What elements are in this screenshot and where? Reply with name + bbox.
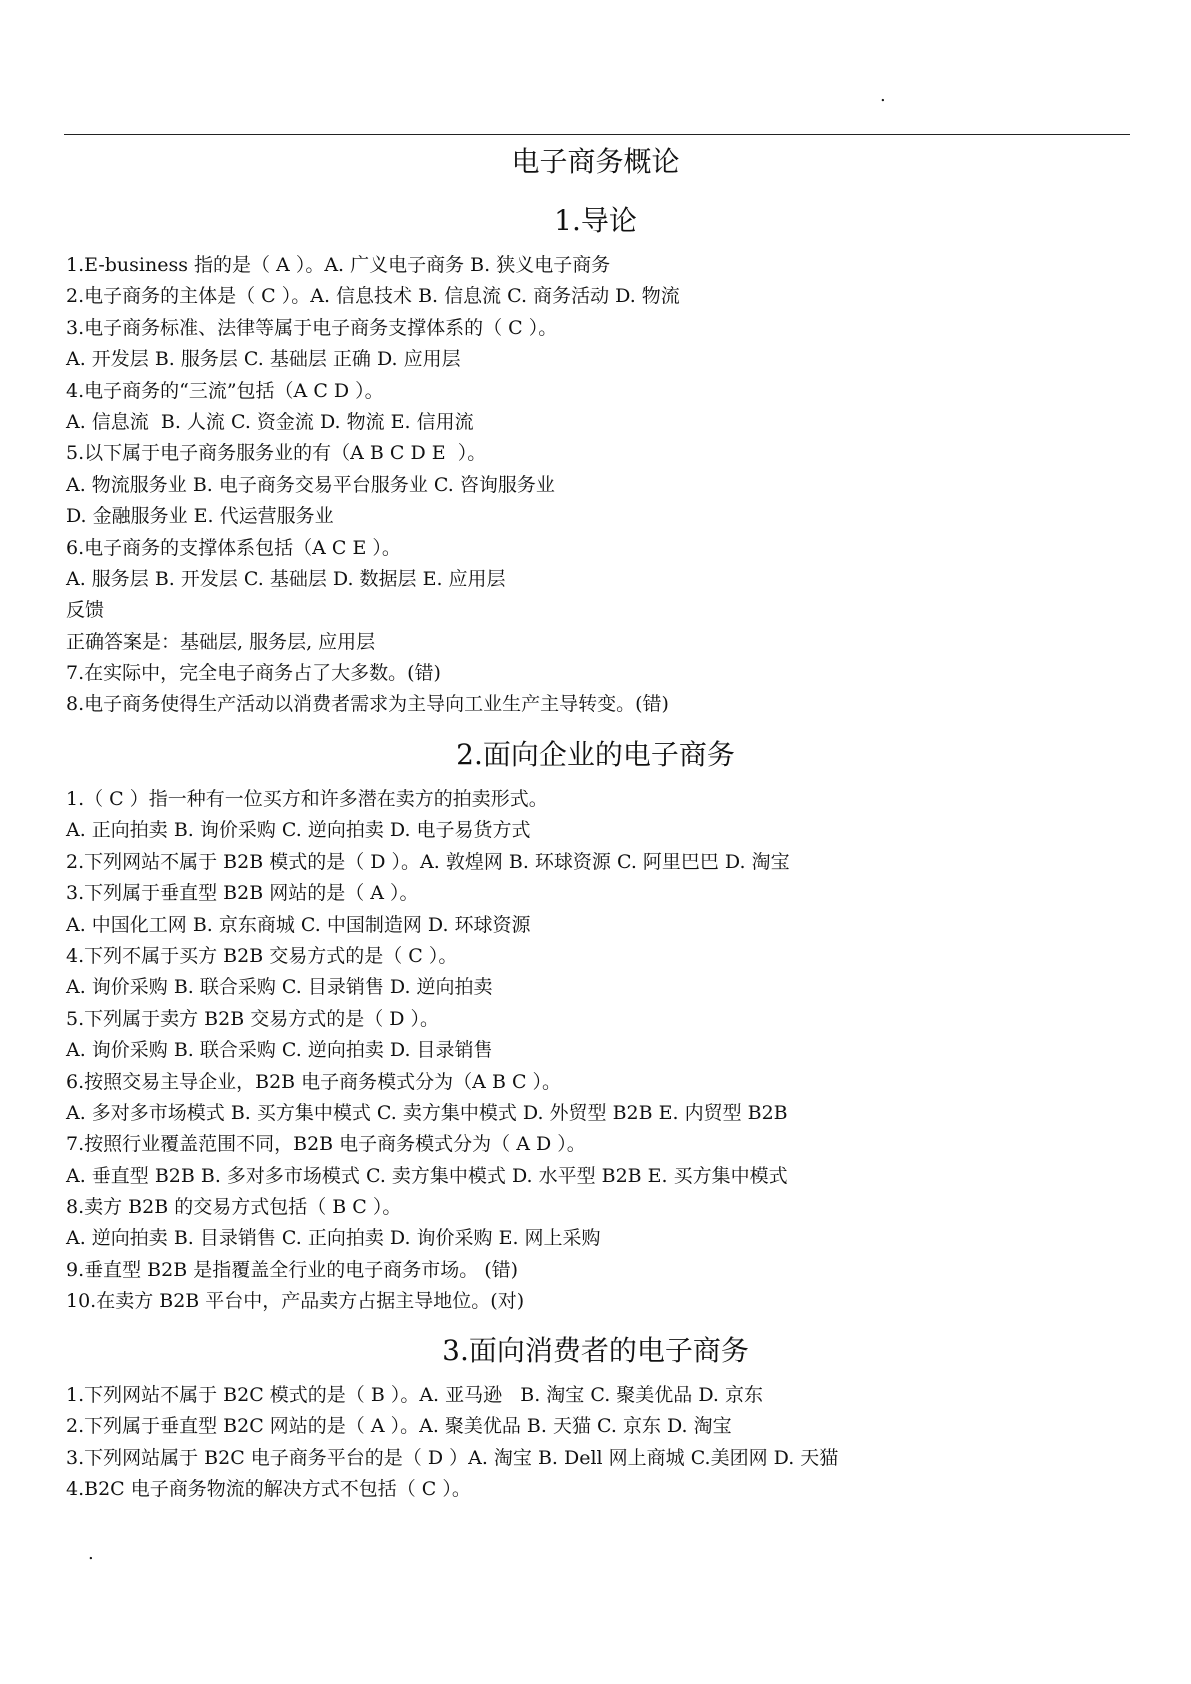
text-line: 10.在卖方 B2B 平台中，产品卖方占据主导地位。(对) [66,1290,525,1313]
text-line: A. 逆向拍卖 B. 目录销售 C. 正向拍卖 D. 询价采购 E. 网上采购 [66,1227,601,1250]
text-line: A. 多对多市场模式 B. 买方集中模式 C. 卖方集中模式 D. 外贸型 B2B E. 内贸型 B2B [66,1101,788,1124]
text-line: A. 物流服务业 B. 电子商务交易平台服务业 C. 咨询服务业 [66,473,555,496]
section-intro [66,200,1126,721]
text-line: A. 询价采购 B. 联合采购 C. 目录销售 D. 逆向拍卖 [66,976,493,999]
section-heading: 3.面向消费者的电子商务 [442,1334,749,1367]
text-line: 1.下列网站不属于 B2C 模式的是（ B ）。A. 亚马逊 B. 淘宝 C. 聚美优品 D. 京东 [66,1384,763,1406]
text-line: 2.下列网站不属于 B2B 模式的是（ D ）。A. 敦煌网 B. 环球资源 C. 阿里巴巴 D. 淘宝 [66,850,790,873]
text-line: 3.下列属于垂直型 B2B 网站的是（ A ）。 [66,882,419,905]
text-line: 6.电子商务的支撑体系包括（A C E ）。 [66,536,401,559]
text-line: A. 信息流 B. 人流 C. 资金流 D. 物流 E. 信用流 [66,410,474,433]
document-title: 电子商务概论 [511,145,680,178]
section-b2b [66,734,1126,1318]
header-rule [64,134,1130,135]
section-heading: 1.导论 [554,204,637,237]
text-line: A. 询价采购 B. 联合采购 C. 逆向拍卖 D. 目录销售 [66,1039,493,1062]
section-b2c [66,1330,1126,1506]
text-line: 4.电子商务的“三流”包括（A C D ）。 [66,379,384,402]
text-line: 3.下列网站属于 B2C 电子商务平台的是（ D ）A. 淘宝 B. Dell 网上商城 C.美团网 D. 天猫 [66,1446,839,1469]
text-line: A. 正向拍卖 B. 询价采购 C. 逆向拍卖 D. 电子易货方式 [66,819,531,842]
text-line: 2.电子商务的主体是（ C ）。A. 信息技术 B. 信息流 C. 商务活动 D. 物流 [66,285,680,308]
text-line: 1.（ C ）指一种有一位买方和许多潜在卖方的拍卖形式。 [66,788,548,810]
text-line: 3.电子商务标准、法律等属于电子商务支撑体系的（ C ）。 [66,316,558,339]
text-line: A. 服务层 B. 开发层 C. 基础层 D. 数据层 E. 应用层 [66,567,506,590]
text-line: 9.垂直型 B2B 是指覆盖全行业的电子商务市场。 (错) [66,1258,519,1281]
text-line: A. 开发层 B. 服务层 C. 基础层 正确 D. 应用层 [66,348,461,371]
text-line: 2.下列属于垂直型 B2C 网站的是（ A ）。A. 聚美优品 B. 天猫 C. 京东 D. 淘宝 [66,1415,732,1438]
text-line: A. 垂直型 B2B B. 多对多市场模式 C. 卖方集中模式 D. 水平型 B2B E. 买方集中模式 [66,1164,788,1187]
text-line: 1.E-business 指的是（ A ）。A. 广义电子商务 B. 狭义电子商务 [66,254,611,276]
text-line: 6.按照交易主导企业，B2B 电子商务模式分为（A B C ）。 [66,1070,562,1093]
text-line: 4.B2C 电子商务物流的解决方式不包括（ C ）。 [66,1478,471,1501]
header-dot: . [880,85,886,106]
text-line: 5.以下属于电子商务服务业的有（A B C D E ）。 [66,442,487,465]
text-line: 正确答案是：基础层, 服务层, 应用层 [66,630,376,653]
text-line: 7.在实际中，完全电子商务占了大多数。(错) [66,662,441,685]
text-line: 5.下列属于卖方 B2B 交易方式的是（ D ）。 [66,1007,440,1030]
text-line: 反馈 [66,599,105,622]
text-line: 8.卖方 B2B 的交易方式包括（ B C ）。 [66,1196,402,1219]
text-line: 4.下列不属于买方 B2B 交易方式的是（ C ）。 [66,944,458,967]
footer-dot: . [88,1543,94,1564]
text-line: A. 中国化工网 B. 京东商城 C. 中国制造网 D. 环球资源 [66,913,531,936]
text-line: 8.电子商务使得生产活动以消费者需求为主导向工业生产主导转变。(错) [66,693,669,716]
text-line: D. 金融服务业 E. 代运营服务业 [66,505,334,528]
text-line: 7.按照行业覆盖范围不同，B2B 电子商务模式分为（ A D ）。 [66,1133,586,1156]
section-heading: 2.面向企业的电子商务 [456,738,735,771]
